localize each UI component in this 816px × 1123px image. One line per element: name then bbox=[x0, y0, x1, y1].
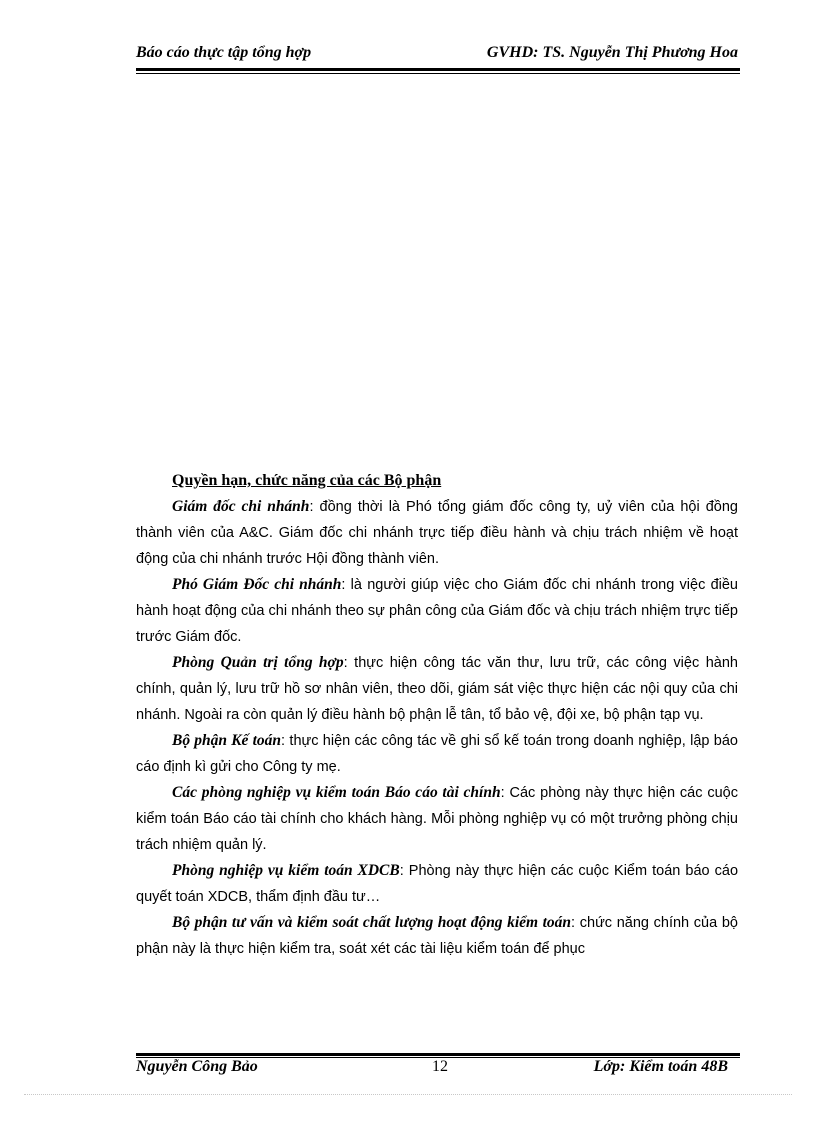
header-supervisor: GVHD: TS. Nguyễn Thị Phương Hoa bbox=[486, 44, 738, 61]
page-number: 12 bbox=[432, 1058, 448, 1075]
page-header bbox=[136, 44, 738, 66]
term-label: Các phòng nghiệp vụ kiểm toán Báo cáo tài chính bbox=[172, 784, 501, 801]
term-label: Phó Giám Đốc chi nhánh bbox=[172, 576, 342, 593]
paragraph-text: : thực hiện công tác văn thư, lưu trữ, các công việc hành chính, quản lý, lưu trữ hồ sơ nhân viên, theo dõi, giám sát việc thực hiện các nội quy của chi nhánh. Ngoài ra còn quản lý điều hành bộ phận lễ tân, tổ bảo vệ, đội xe, bộ phận tạp vụ. bbox=[136, 655, 738, 723]
page-footer bbox=[136, 1058, 738, 1080]
header-rule-thin bbox=[136, 73, 740, 74]
paragraph-kiem-toan-bctc bbox=[136, 780, 738, 858]
header-report-title: Báo cáo thực tập tổng hợp bbox=[136, 44, 312, 61]
section-heading: Quyền hạn, chức năng của các Bộ phận bbox=[172, 472, 442, 489]
paragraph-text: : thực hiện các công tác về ghi sổ kế toán trong doanh nghiệp, lập báo cáo định kì gửi cho Công ty mẹ. bbox=[136, 733, 738, 775]
paragraph-pho-giam-doc bbox=[136, 572, 738, 650]
paragraph-text: : Phòng này thực hiện các cuộc Kiểm toán báo cáo quyết toán XDCB, thẩm định đầu tư… bbox=[136, 863, 739, 905]
paragraph-text: : Các phòng này thực hiện các cuộc kiểm toán Báo cáo tài chính cho khách hàng. Mỗi phòng nghiệp vụ có một trưởng phòng chịu trách nhiệm quản lý. bbox=[136, 785, 738, 853]
paragraph-text: : là người giúp việc cho Giám đốc chi nhánh trong việc điều hành hoạt động của chi nhánh theo sự phân công của Giám đốc và chịu trách nhiệm trực tiếp trước Giám đốc. bbox=[136, 577, 738, 645]
term-label: Bộ phận Kế toán bbox=[172, 732, 282, 749]
paragraph-quan-tri bbox=[136, 650, 738, 728]
header-rule-thick bbox=[136, 68, 740, 71]
paragraph-text: : đồng thời là Phó tổng giám đốc công ty, uỷ viên của hội đồng thành viên của A&C. Giám đốc chi nhánh trực tiếp điều hành và chịu trách nhiệm về hoạt động của chi nhánh trước Hội đồng thành viên. bbox=[136, 499, 738, 567]
paragraph-kiem-toan-xdcb bbox=[136, 858, 738, 910]
paragraph-tu-van bbox=[136, 910, 738, 962]
footer-author: Nguyễn Công Bảo bbox=[136, 1058, 258, 1075]
term-label: Giám đốc chi nhánh bbox=[172, 498, 310, 515]
paragraph-ke-toan bbox=[136, 728, 738, 780]
term-label: Phòng Quản trị tổng hợp bbox=[172, 654, 344, 671]
term-label: Bộ phận tư vấn và kiểm soát chất lượng hoạt động kiểm toán bbox=[172, 914, 572, 931]
paragraph-giam-doc bbox=[136, 494, 738, 572]
footer-rule-thick bbox=[136, 1053, 740, 1056]
footer-class: Lớp: Kiểm toán 48B bbox=[593, 1058, 728, 1075]
document-body bbox=[136, 468, 738, 962]
term-label: Phòng nghiệp vụ kiểm toán XDCB bbox=[172, 862, 400, 879]
page-boundary-divider bbox=[24, 1094, 792, 1095]
paragraph-text: : chức năng chính của bộ phận này là thực hiện kiểm tra, soát xét các tài liệu kiểm toán để phục bbox=[136, 915, 738, 957]
